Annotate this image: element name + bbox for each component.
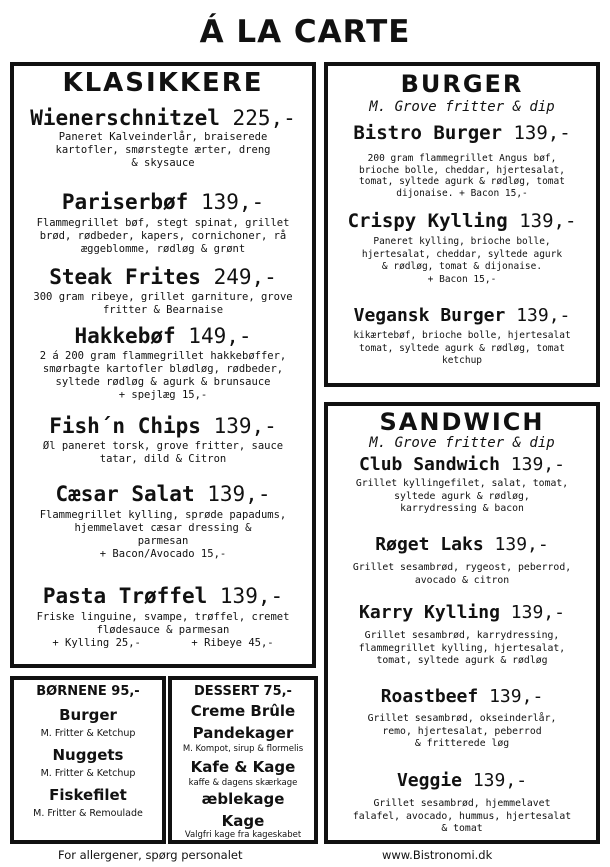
menu-item-name: Bistro Burger 139,- [353,122,571,144]
dessert-item-description: kaffe & dagens skærkage [188,778,298,788]
dessert-item-description: Valgfri kage fra kageskabet [184,830,302,840]
menu-item-description: 300 gram ribeye, grillet garniture, grove fritter & Bearnaise [33,291,293,316]
sandwich-section [324,402,600,844]
allergen-note: For allergener, spørg personalet [58,848,243,862]
menu-item-name: Crispy Kylling 139,- [347,210,577,232]
dessert-item-name: Kage [221,812,265,830]
menu-item-description: Paneret kylling, brioche bolle, hjertesalat, cheddar, syltede agurk & rødløg, tomat & dijonaise. + Bacon 15,- [361,236,563,285]
kids-item-name: Nuggets [52,746,124,764]
menu-item-description: Grillet sesambrød, hjemmelavet falafel, avocado, hummus, hjertesalat & tomat [352,798,572,834]
menu-item-name: Pasta Trøffel 139,- [42,584,284,608]
page-title: Á LA CARTE [199,14,411,50]
menu-item-description: 200 gram flammegrillet Angus bøf, brioche bolle, cheddar, hjertesalat, tomat, syltede agurk & rødløg, tomat dijonaise. + Bacon 15,- [359,153,565,199]
kids-item-description: M. Fritter & Ketchup [40,768,136,779]
menu-item-description: Øl paneret torsk, grove fritter, sauce tatar, dild & Citron [42,440,284,465]
kids-item-name: Fiskefilet [49,786,127,804]
menu-item-name: Cæsar Salat 139,- [55,482,271,506]
menu-item-name: Club Sandwich 139,- [359,454,565,475]
menu-item-name: Steak Frites 249,- [49,265,277,289]
menu-item-name: Wienerschnitzel 225,- [30,106,296,130]
klassikere-section [10,62,316,668]
dessert-section [168,676,318,844]
menu-item-description: Grillet kyllingefilet, salat, tomat, syltede agurk & rødløg, karrydressing & bacon [355,478,569,514]
menu-item-description: Grillet sesambrød, karrydressing, flammegrillet kylling, hjertesalat, tomat, syltede agurk & rødløg [358,630,566,666]
dessert-item-name: Pandekager [192,724,294,742]
dessert-item-description: M. Kompot, sirup & flormelis [182,744,304,754]
menu-item-description: Flammegrillet kylling, sprøde papadums, hjemmelavet cæsar dressing & parmesan + Bacon/Avocado 15,- [39,509,287,560]
menu-item-name: Karry Kylling 139,- [359,602,565,623]
menu-item-name: Røget Laks 139,- [375,534,549,555]
dessert-item-name: æblekage [201,790,285,808]
dessert-item-name: Kafe & Kage [190,758,296,776]
bornene-heading: BØRNENE 95,- [36,684,140,699]
sandwich-heading: SANDWICH [379,408,545,436]
burger-heading: BURGER [400,70,524,98]
kids-item-name: Burger [59,706,117,724]
bornene-section [10,676,166,844]
menu-item-name: Hakkebøf 149,- [74,324,252,348]
dessert-heading: DESSERT 75,- [194,684,292,699]
menu-item-name: Pariserbøf 139,- [61,190,265,214]
menu-item-description: kikærtebøf, brioche bolle, hjertesalat tomat, syltede agurk & rødløg, tomat ketchup [353,330,571,366]
dessert-item-name: Creme Brûle [190,702,296,720]
menu-item-description: Flammegrillet bøf, stegt spinat, grillet brød, rødbeder, kapers, cornichoner, rå æggeblomme, rødløg & grønt [36,217,290,255]
menu-item-name: Vegansk Burger 139,- [353,305,571,326]
menu-item-description: Grillet sesambrød, okseinderlår, remo, hjertesalat, peberrod & fritterede løg [367,713,557,749]
burger-subtitle: M. Grove fritter & dip [369,99,555,115]
menu-item-description: 2 á 200 gram flammegrillet hakkebøffer, smørbagte kartofler blødløg, rødbeder, syltede rødløg & agurk & brunsauce + spejlæg 15,- [39,350,287,401]
menu-item-name: Roastbeef 139,- [380,686,544,707]
menu-item-description: Grillet sesambrød, rygeost, peberrod, avocado & citron [352,562,572,586]
menu-item-description: Friske linguine, svampe, trøffel, cremet flødesauce & parmesan + Kylling 25,- + Ribeye 45,- [36,611,290,649]
klassikere-heading: KLASIKKERE [62,68,264,98]
menu-item-name: Veggie 139,- [396,770,528,791]
sandwich-subtitle: M. Grove fritter & dip [369,435,555,451]
kids-item-description: M. Fritter & Ketchup [40,728,136,739]
website-link[interactable]: www.Bistronomi.dk [382,848,493,862]
menu-item-description: Paneret Kalveinderlår, braiserede kartofler, smørstegte ærter, dreng & skysauce [55,131,271,169]
kids-item-description: M. Fritter & Remoulade [33,808,143,819]
menu-item-name: Fish´n Chips 139,- [49,414,277,438]
burger-section [324,62,600,387]
